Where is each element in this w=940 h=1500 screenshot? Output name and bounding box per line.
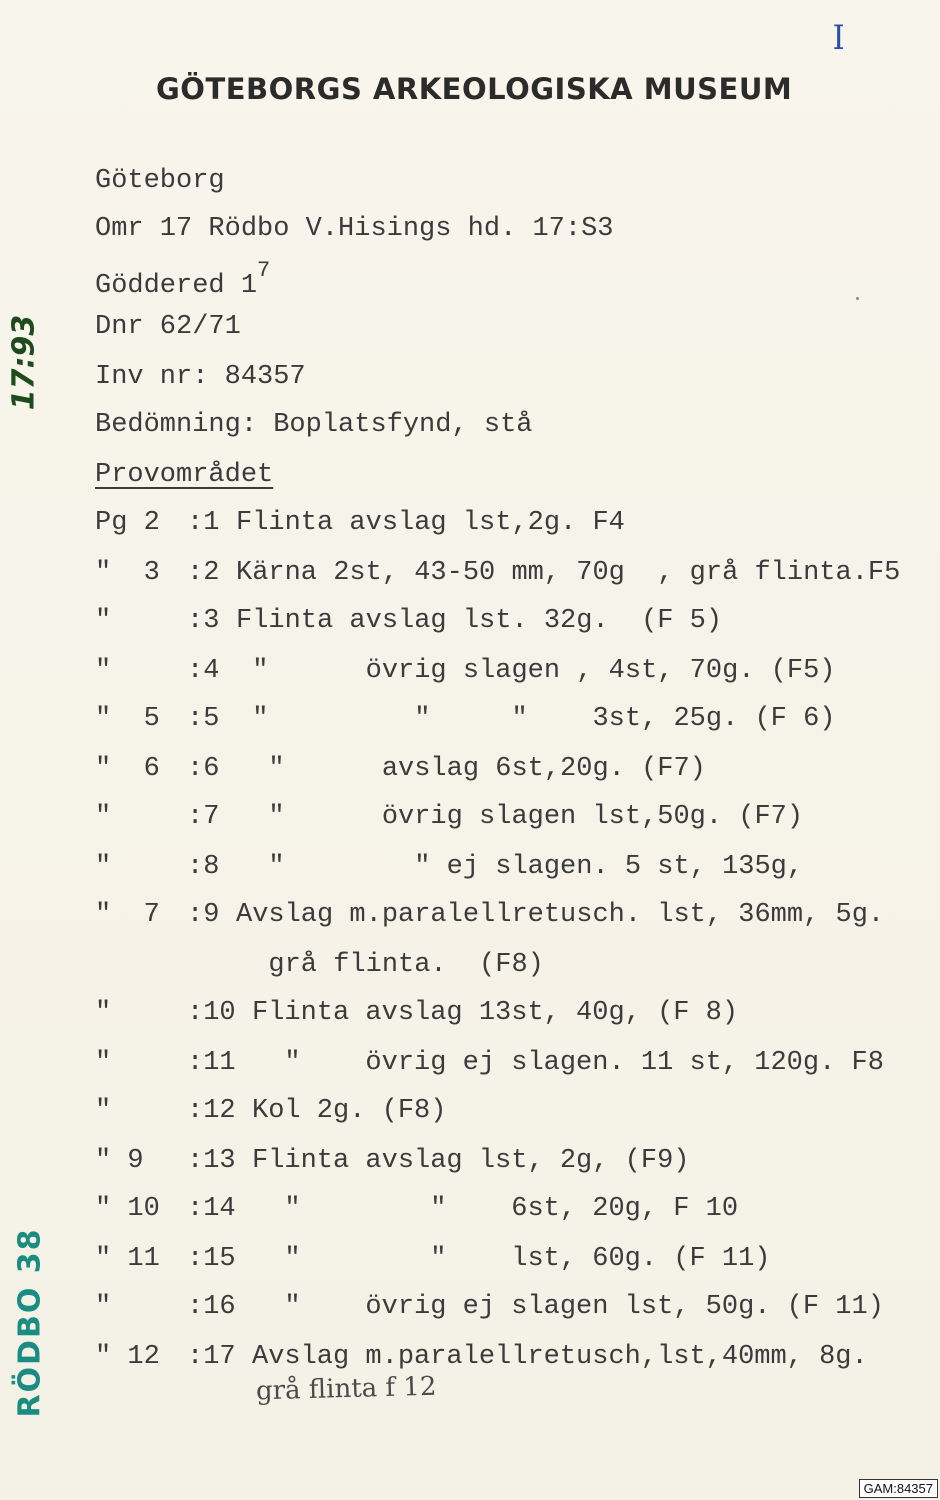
entry-nr: :5 [187,704,220,734]
city-line: Göteborg [95,166,225,196]
entry-pg: " 5 [95,704,160,734]
entry-pg: " 10 [95,1194,160,1224]
speck [856,297,859,300]
entry-pg: " 3 [95,558,160,588]
entry-pg: " [95,802,112,832]
entry-text: " övrig ej slagen. 11 st, 120g. F8 [252,1048,884,1078]
place-superscript: 7 [257,258,271,283]
entry-text: " " " 3st, 25g. (F 6) [236,704,836,734]
entry-text: " övrig slagen lst,50g. (F7) [236,802,804,832]
place-text: Göddered 1 [95,271,258,301]
entry-text: " övrig ej slagen lst, 50g. (F 11) [252,1292,884,1322]
catalog-id-label: GAM:84357 [859,1479,938,1498]
entry-nr: :9 [187,900,220,930]
entry-text: " avslag 6st,20g. (F7) [236,754,706,784]
entry-nr: :13 [187,1146,236,1176]
museum-title: GÖTEBORGS ARKEOLOGISKA MUSEUM [156,72,793,106]
entry-text: Kärna 2st, 43-50 mm, 70g , grå flinta.F5 [236,558,901,588]
entry-pg: " [95,656,112,686]
entry-pg: " 6 [95,754,160,784]
entry-pg: " [95,852,112,882]
entry-text: Kol 2g. (F8) [252,1096,447,1126]
entry-text: Flinta avslag lst, 2g, (F9) [252,1146,690,1176]
entry-text: Flinta avslag lst,2g. F4 [236,508,625,538]
entry-nr: :3 [187,606,220,636]
area-line: Omr 17 Rödbo V.Hisings hd. 17:S3 [95,214,614,244]
entry-text: Avslag m.paralellretusch. lst, 36mm, 5g. [236,900,885,930]
entry-pg: " 12 [95,1342,160,1372]
place-line [95,258,271,301]
entry-text: " övrig slagen , 4st, 70g. (F5) [236,656,836,686]
entry-nr: :6 [187,754,220,784]
rodbo-stamp [10,1215,50,1425]
entry-text: Avslag m.paralellretusch,lst,40mm, 8g. [252,1342,868,1372]
entry-pg: " [95,1096,112,1126]
entry-pg: " [95,998,112,1028]
entry-nr: :14 [187,1194,236,1224]
entry-text: Flinta avslag 13st, 40g, (F 8) [252,998,739,1028]
dnr-line: Dnr 62/71 [95,312,241,342]
entry-nr: :2 [187,558,220,588]
entry-text: Flinta avslag lst. 32g. (F 5) [236,606,723,636]
handwritten-note: grå flinta f 12 [255,1371,437,1407]
entry-pg: " 9 [95,1146,144,1176]
handwritten-margin-note [4,300,44,430]
entry-text: " " ej slagen. 5 st, 135g, [236,852,804,882]
entry-nr: :11 [187,1048,236,1078]
assessment-line: Bedömning: Boplatsfynd, stå [95,410,533,440]
margin-note-text: 17:93 [6,314,42,411]
entry-pg: " 7 [95,900,160,930]
entry-nr: :1 [187,508,220,538]
stamp-text: RÖDBO 38 [12,1227,48,1418]
entry-nr: :8 [187,852,220,882]
entry-nr: :10 [187,998,236,1028]
entry-pg: " [95,1048,112,1078]
entry-pg: Pg 2 [95,508,160,538]
entry-nr: :7 [187,802,220,832]
entry-pg: " [95,1292,112,1322]
entry-nr: :17 [187,1342,236,1372]
entry-pg: " 11 [95,1244,160,1274]
entry-text: " " lst, 60g. (F 11) [252,1244,771,1274]
entry-nr: :15 [187,1244,236,1274]
entry-text: " " 6st, 20g, F 10 [252,1194,739,1224]
entry-text: grå flinta. (F8) [236,950,544,980]
entry-nr: :16 [187,1292,236,1322]
roman-numeral-mark: I [832,18,845,58]
entry-nr: :12 [187,1096,236,1126]
inventory-line: Inv nr: 84357 [95,362,306,392]
section-heading: Provområdet [95,460,274,490]
entry-pg: " [95,606,112,636]
entry-nr: :4 [187,656,220,686]
